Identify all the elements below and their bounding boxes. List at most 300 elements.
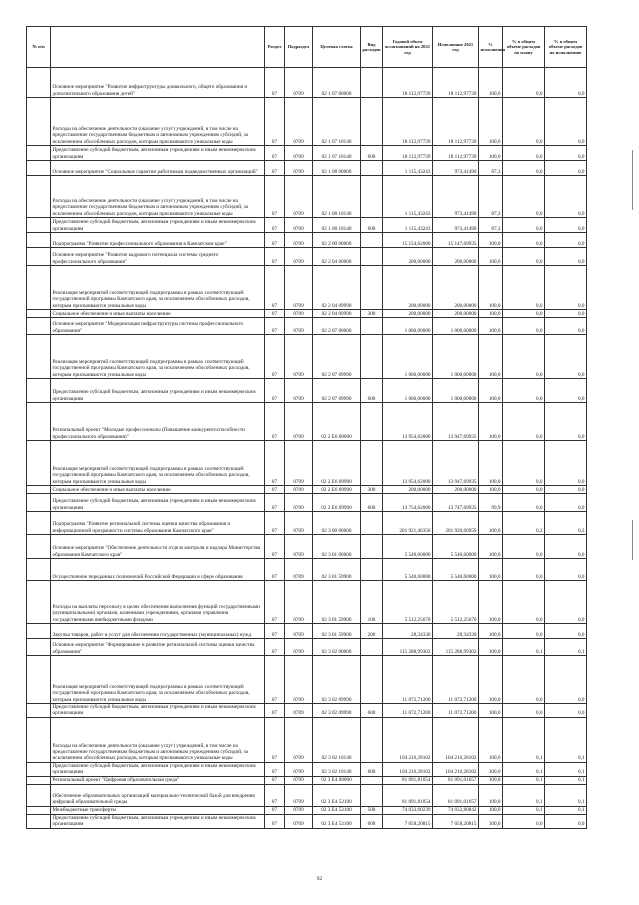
row-percent: 87,3	[479, 176, 503, 218]
row-tselevaya-statya: 02 2 E6 09990	[313, 441, 361, 486]
row-number	[27, 176, 51, 218]
row-percent-plan: 0,0	[503, 494, 545, 512]
row-number	[27, 581, 51, 624]
row-number	[27, 624, 51, 639]
row-number	[27, 512, 51, 535]
row-vid-raskhodov	[361, 266, 383, 310]
row-name: Основное мероприятие "Развитие инфраструктуры дошкольного, общего образования и дополнительного образования детей"	[51, 68, 265, 98]
row-razdel: 07	[265, 704, 285, 718]
row-razdel: 07	[265, 233, 285, 248]
row-vid-raskhodov	[361, 776, 383, 784]
row-razdel: 07	[265, 161, 285, 176]
row-vid-raskhodov: 600	[361, 762, 383, 776]
row-ispolnenie-amount: 1 000,00000	[433, 379, 479, 403]
row-vid-raskhodov: 300	[361, 486, 383, 494]
row-ispolnenie-amount: 200,00000	[433, 310, 479, 318]
row-percent-plan: 0,0	[503, 248, 545, 266]
row-number	[27, 776, 51, 784]
row-podrazdel: 0709	[285, 486, 313, 494]
row-vid-raskhodov: 600	[361, 814, 383, 828]
row-razdel: 07	[265, 717, 285, 762]
row-plan-amount: 200,00000	[383, 266, 433, 310]
row-ispolnenie-amount: 13 747,69935	[433, 494, 479, 512]
row-tselevaya-statya: 02 1 08 10140	[313, 176, 361, 218]
row-vid-raskhodov: 600	[361, 704, 383, 718]
row-number	[27, 218, 51, 233]
table-row	[27, 784, 587, 806]
row-podrazdel: 0709	[285, 535, 313, 559]
row-plan-amount: 1 115,43243	[383, 176, 433, 218]
row-podrazdel: 0709	[285, 639, 313, 656]
row-vid-raskhodov	[361, 784, 383, 806]
row-ispolnenie-amount: 1 000,00000	[433, 335, 479, 379]
row-plan-amount: 74 033,60239	[383, 806, 433, 814]
row-plan-amount: 1 000,00000	[383, 379, 433, 403]
header-percent: % исполнения	[479, 27, 503, 68]
table-row	[27, 535, 587, 559]
row-percent: 100,0	[479, 656, 503, 704]
row-name: Расходы на выплаты персоналу в целях обеспечения выполнения функций государственными (муниципальными) органами, казенными учреждениями, органами управления государственными внебюджетными фондами	[51, 581, 265, 624]
row-razdel: 07	[265, 335, 285, 379]
row-podrazdel: 0709	[285, 814, 313, 828]
row-name: Основное мероприятие "Обеспечение деятельности отдела контроля и надзора Министерства образования Камчатского края"	[51, 535, 265, 559]
row-vid-raskhodov	[361, 233, 383, 248]
row-vid-raskhodov	[361, 403, 383, 441]
row-razdel: 07	[265, 318, 285, 335]
table-row	[27, 403, 587, 441]
row-razdel: 07	[265, 535, 285, 559]
row-percent: 100,0	[479, 379, 503, 403]
table-row	[27, 318, 587, 335]
row-tselevaya-statya: 02 3 02 10140	[313, 762, 361, 776]
header-num: № п/п	[27, 27, 51, 68]
row-number	[27, 68, 51, 98]
row-percent-ispolnenie: 0,0	[545, 248, 587, 266]
row-podrazdel: 0709	[285, 581, 313, 624]
row-podrazdel: 0709	[285, 624, 313, 639]
row-percent: 100,0	[479, 717, 503, 762]
row-percent: 100,0	[479, 512, 503, 535]
row-podrazdel: 0709	[285, 98, 313, 146]
header-podrazdel: Подраздел	[285, 27, 313, 68]
row-razdel: 07	[265, 176, 285, 218]
row-percent-plan: 0,0	[503, 266, 545, 310]
row-number	[27, 248, 51, 266]
row-razdel: 07	[265, 639, 285, 656]
row-percent: 100,0	[479, 762, 503, 776]
row-tselevaya-statya: 02 3 01 59900	[313, 559, 361, 581]
row-name: Реализация мероприятий соответствующей подпрограммы в рамках соответствующей государственной программы Камчатского края, за исключением обособленных расходов, которым присваиваются уникальные коды	[51, 266, 265, 310]
header-razdel: Раздел	[265, 27, 285, 68]
row-number	[27, 161, 51, 176]
row-plan-amount: 13 954,62000	[383, 403, 433, 441]
row-percent: 100,0	[479, 403, 503, 441]
table-row	[27, 98, 587, 146]
row-tselevaya-statya: 02 3 01 59900	[313, 581, 361, 624]
row-podrazdel: 0709	[285, 379, 313, 403]
row-name: Обеспечение образовательных организаций материально-технической базой для внедрения цифровой образовательной среды	[51, 784, 265, 806]
row-number	[27, 559, 51, 581]
row-percent: 100,0	[479, 581, 503, 624]
table-row	[27, 814, 587, 828]
row-ispolnenie-amount: 11 072,71200	[433, 704, 479, 718]
table-row	[27, 335, 587, 379]
row-percent: 99,9	[479, 494, 503, 512]
row-plan-amount: 1 000,00000	[383, 335, 433, 379]
row-percent-ispolnenie: 0,0	[545, 310, 587, 318]
row-percent: 100,0	[479, 486, 503, 494]
row-tselevaya-statya: 02 3 02 09990	[313, 656, 361, 704]
row-ispolnenie-amount: 973,41490	[433, 176, 479, 218]
row-podrazdel: 0709	[285, 266, 313, 310]
row-percent-plan: 0,0	[503, 318, 545, 335]
row-tselevaya-statya: 02 1 07 00000	[313, 68, 361, 98]
row-tselevaya-statya: 02 3 E4 52100	[313, 814, 361, 828]
row-plan-amount: 7 058,20815	[383, 814, 433, 828]
row-number	[27, 535, 51, 559]
row-ispolnenie-amount: 7 058,20815	[433, 814, 479, 828]
row-vid-raskhodov	[361, 717, 383, 762]
row-tselevaya-statya: 02 1 08 00000	[313, 161, 361, 176]
row-razdel: 07	[265, 581, 285, 624]
row-tselevaya-statya: 02 2 04 09990	[313, 266, 361, 310]
row-percent-plan: 0,0	[503, 68, 545, 98]
row-plan-amount: 1 115,43243	[383, 218, 433, 233]
row-ispolnenie-amount: 200,00000	[433, 486, 479, 494]
row-percent-ispolnenie: 0,1	[545, 639, 587, 656]
table-row	[27, 161, 587, 176]
row-podrazdel: 0709	[285, 559, 313, 581]
row-vid-raskhodov	[361, 176, 383, 218]
header-ispolnenie: Исполнение 2021 год	[433, 27, 479, 68]
row-vid-raskhodov	[361, 318, 383, 335]
row-name: Реализация мероприятий соответствующей подпрограммы в рамках соответствующей государственной программы Камчатского края, за исключением обособленных расходов, которым присваиваются уникальные коды	[51, 335, 265, 379]
row-razdel: 07	[265, 486, 285, 494]
row-podrazdel: 0709	[285, 233, 313, 248]
row-podrazdel: 0709	[285, 806, 313, 814]
row-number	[27, 717, 51, 762]
row-razdel: 07	[265, 98, 285, 146]
row-vid-raskhodov	[361, 656, 383, 704]
row-razdel: 07	[265, 494, 285, 512]
row-name: Расходы на обеспечение деятельности (оказание услуг) учреждений, в том числе на предоставление государственным бюджетным и автономным учреждениям субсидий, за исключением обособленных расходов, которым присваиваются уникальные коды	[51, 717, 265, 762]
row-plan-amount: 15 154,62000	[383, 233, 433, 248]
row-vid-raskhodov: 200	[361, 624, 383, 639]
row-ispolnenie-amount: 28,34330	[433, 624, 479, 639]
row-percent-ispolnenie: 0,0	[545, 656, 587, 704]
row-percent-ispolnenie: 0,0	[545, 218, 587, 233]
row-name: Предоставление субсидий бюджетным, автономным учреждениям и иным некоммерческим организациям	[51, 146, 265, 161]
table-row	[27, 639, 587, 656]
row-name: Основное мероприятие "Развитие кадрового потенциала системы среднего профессионального образования"	[51, 248, 265, 266]
row-ispolnenie-amount: 5 540,60000	[433, 535, 479, 559]
row-razdel: 07	[265, 559, 285, 581]
row-razdel: 07	[265, 776, 285, 784]
row-percent-plan: 0,0	[503, 535, 545, 559]
row-name: Подпрограмма "Развитие профессионального образования в Камчатском крае"	[51, 233, 265, 248]
row-razdel: 07	[265, 814, 285, 828]
row-percent-ispolnenie: 0,2	[545, 512, 587, 535]
row-percent-plan: 0,1	[503, 762, 545, 776]
row-percent: 100,0	[479, 535, 503, 559]
row-percent-plan: 0,0	[503, 310, 545, 318]
row-name: Региональный проект "Молодые профессионалы (Повышение конкурентоспособности профессионального образования)"	[51, 403, 265, 441]
row-vid-raskhodov: 500	[361, 806, 383, 814]
row-percent-ispolnenie: 0,0	[545, 98, 587, 146]
row-razdel: 07	[265, 146, 285, 161]
row-percent-ispolnenie: 0,0	[545, 814, 587, 828]
row-name: Основное мероприятие "Модернизация инфраструктуры системы профессионального образования"	[51, 318, 265, 335]
row-vid-raskhodov: 600	[361, 494, 383, 512]
row-number	[27, 494, 51, 512]
row-percent: 100,0	[479, 310, 503, 318]
row-ispolnenie-amount: 74 032,80842	[433, 806, 479, 814]
row-percent: 100,0	[479, 624, 503, 639]
row-plan-amount: 1 115,43243	[383, 161, 433, 176]
table-row	[27, 559, 587, 581]
row-number	[27, 310, 51, 318]
row-number	[27, 486, 51, 494]
row-percent-plan: 0,1	[503, 784, 545, 806]
row-podrazdel: 0709	[285, 335, 313, 379]
header-vid-raskhodov: Вид расходов	[361, 27, 383, 68]
row-ispolnenie-amount: 18 112,97739	[433, 146, 479, 161]
row-number	[27, 233, 51, 248]
row-plan-amount: 11 072,71200	[383, 656, 433, 704]
table-row	[27, 776, 587, 784]
row-percent: 100,0	[479, 248, 503, 266]
row-number	[27, 814, 51, 828]
row-razdel: 07	[265, 441, 285, 486]
row-name: Реализация мероприятий соответствующей подпрограммы в рамках соответствующей государственной программы Камчатского края, за исключением обособленных расходов, которым присваиваются уникальные коды	[51, 441, 265, 486]
row-tselevaya-statya: 02 3 02 00000	[313, 639, 361, 656]
row-name: Предоставление субсидий бюджетным, автономным учреждениям и иным некоммерческим организациям	[51, 379, 265, 403]
table-row	[27, 806, 587, 814]
row-percent: 100,0	[479, 98, 503, 146]
row-tselevaya-statya: 02 2 07 09990	[313, 335, 361, 379]
row-name: Расходы на обеспечение деятельности (оказание услуг) учреждений, в том числе на предоставление государственным бюджетным и автономным учреждениям субсидий, за исключением обособленных расходов, которым присваиваются уникальные коды	[51, 176, 265, 218]
table-row	[27, 248, 587, 266]
row-number	[27, 146, 51, 161]
row-tselevaya-statya: 02 3 02 10140	[313, 717, 361, 762]
row-percent: 100,0	[479, 704, 503, 718]
row-vid-raskhodov	[361, 441, 383, 486]
row-ispolnenie-amount: 973,41490	[433, 218, 479, 233]
row-plan-amount: 5 540,60000	[383, 535, 433, 559]
row-percent-plan: 0,0	[503, 581, 545, 624]
table-row	[27, 624, 587, 639]
row-podrazdel: 0709	[285, 784, 313, 806]
row-plan-amount: 115 288,99302	[383, 639, 433, 656]
row-tselevaya-statya: 02 3 E4 52100	[313, 806, 361, 814]
row-percent-ispolnenie: 0,0	[545, 581, 587, 624]
row-ispolnenie-amount: 973,41490	[433, 161, 479, 176]
row-percent: 100,0	[479, 776, 503, 784]
row-vid-raskhodov	[361, 512, 383, 535]
row-number	[27, 266, 51, 310]
row-percent-ispolnenie: 0,0	[545, 68, 587, 98]
row-ispolnenie-amount: 200,00000	[433, 266, 479, 310]
row-percent-plan: 0,0	[503, 335, 545, 379]
row-percent-ispolnenie: 0,1	[545, 784, 587, 806]
row-percent-plan: 0,1	[503, 776, 545, 784]
row-plan-amount: 13 954,62000	[383, 441, 433, 486]
row-percent: 100,0	[479, 806, 503, 814]
row-percent-plan: 0,0	[503, 441, 545, 486]
row-vid-raskhodov	[361, 535, 383, 559]
row-podrazdel: 0709	[285, 161, 313, 176]
row-percent: 100,0	[479, 559, 503, 581]
row-plan-amount: 5 512,25670	[383, 581, 433, 624]
row-percent-plan: 0,0	[503, 176, 545, 218]
row-podrazdel: 0709	[285, 176, 313, 218]
row-number	[27, 403, 51, 441]
row-podrazdel: 0709	[285, 146, 313, 161]
row-vid-raskhodov	[361, 68, 383, 98]
row-tselevaya-statya: 02 2 04 09990	[313, 310, 361, 318]
row-podrazdel: 0709	[285, 403, 313, 441]
row-vid-raskhodov	[361, 248, 383, 266]
table-row	[27, 146, 587, 161]
header-row	[27, 27, 587, 68]
row-percent-ispolnenie: 0,0	[545, 379, 587, 403]
row-number	[27, 335, 51, 379]
row-number	[27, 656, 51, 704]
row-percent-plan: 0,0	[503, 486, 545, 494]
row-vid-raskhodov	[361, 639, 383, 656]
table-row	[27, 266, 587, 310]
table-row	[27, 704, 587, 718]
row-percent-plan: 0,0	[503, 233, 545, 248]
row-number	[27, 441, 51, 486]
row-percent: 100,0	[479, 146, 503, 161]
row-tselevaya-statya: 02 3 01 00000	[313, 535, 361, 559]
row-plan-amount: 18 112,97739	[383, 68, 433, 98]
row-percent-ispolnenie: 0,0	[545, 146, 587, 161]
row-name: Подпрограмма "Развитие региональной системы оценки качества образования и информационной прозрачности системы образования Камчатского края"	[51, 512, 265, 535]
row-percent: 100,0	[479, 335, 503, 379]
row-percent-plan: 0,0	[503, 379, 545, 403]
row-name: Межбюджетные трансферты	[51, 806, 265, 814]
header-tselevaya-statya: Целевая статья	[313, 27, 361, 68]
row-percent-ispolnenie: 0,0	[545, 233, 587, 248]
budget-table	[26, 26, 587, 829]
row-tselevaya-statya: 02 2 00 00000	[313, 233, 361, 248]
scan-edge-mark	[632, 150, 633, 210]
row-name: Социальное обеспечение и иные выплаты населению	[51, 310, 265, 318]
row-plan-amount: 1 000,00000	[383, 318, 433, 335]
row-podrazdel: 0709	[285, 656, 313, 704]
row-tselevaya-statya: 02 2 E6 09990	[313, 494, 361, 512]
row-tselevaya-statya: 02 2 E6 00000	[313, 403, 361, 441]
row-razdel: 07	[265, 656, 285, 704]
row-percent: 100,0	[479, 814, 503, 828]
row-plan-amount: 201 921,46356	[383, 512, 433, 535]
row-name: Социальное обеспечение и иные выплаты населению	[51, 486, 265, 494]
row-percent-plan: 0,2	[503, 512, 545, 535]
row-percent-ispolnenie: 0,0	[545, 624, 587, 639]
table-row	[27, 656, 587, 704]
row-number	[27, 98, 51, 146]
row-podrazdel: 0709	[285, 248, 313, 266]
row-name: Осуществление переданных полномочий Российской Федерации в сфере образования	[51, 559, 265, 581]
row-number	[27, 639, 51, 656]
row-percent-ispolnenie: 0,0	[545, 403, 587, 441]
row-percent-ispolnenie: 0,0	[545, 176, 587, 218]
row-ispolnenie-amount: 104 216,28102	[433, 762, 479, 776]
row-ispolnenie-amount: 1 000,00000	[433, 318, 479, 335]
row-razdel: 07	[265, 379, 285, 403]
row-tselevaya-statya: 02 3 01 59900	[313, 624, 361, 639]
table-row	[27, 310, 587, 318]
row-percent-ispolnenie: 0,0	[545, 335, 587, 379]
row-name: Основное мероприятие "Формирование и развитие региональной системы оценки качества образования"	[51, 639, 265, 656]
row-plan-amount: 81 091,81054	[383, 784, 433, 806]
row-ispolnenie-amount: 11 072,71200	[433, 656, 479, 704]
row-number	[27, 784, 51, 806]
row-vid-raskhodov	[361, 161, 383, 176]
row-vid-raskhodov	[361, 335, 383, 379]
row-tselevaya-statya: 02 3 E4 52100	[313, 784, 361, 806]
row-number	[27, 762, 51, 776]
row-percent-plan: 0,1	[503, 639, 545, 656]
row-ispolnenie-amount: 81 091,01657	[433, 784, 479, 806]
row-razdel: 07	[265, 310, 285, 318]
row-tselevaya-statya: 02 2 04 00000	[313, 248, 361, 266]
row-percent: 100,0	[479, 784, 503, 806]
row-plan-amount: 18 112,97739	[383, 146, 433, 161]
row-ispolnenie-amount: 81 091,01657	[433, 776, 479, 784]
row-percent-ispolnenie: 0,1	[545, 776, 587, 784]
row-percent: 87,3	[479, 161, 503, 176]
row-ispolnenie-amount: 115 288,99302	[433, 639, 479, 656]
row-percent-plan: 0,0	[503, 704, 545, 718]
row-podrazdel: 0709	[285, 512, 313, 535]
table-row	[27, 379, 587, 403]
header-name	[51, 27, 265, 68]
row-tselevaya-statya: 02 3 E4 00000	[313, 776, 361, 784]
row-razdel: 07	[265, 784, 285, 806]
row-tselevaya-statya: 02 2 07 00000	[313, 318, 361, 335]
row-plan-amount: 18 112,97739	[383, 98, 433, 146]
row-podrazdel: 0709	[285, 762, 313, 776]
row-percent-plan: 0,0	[503, 98, 545, 146]
row-number	[27, 379, 51, 403]
row-razdel: 07	[265, 762, 285, 776]
row-percent-ispolnenie: 0,1	[545, 762, 587, 776]
row-percent-plan: 0,1	[503, 717, 545, 762]
row-percent: 100,0	[479, 441, 503, 486]
row-number	[27, 806, 51, 814]
row-ispolnenie-amount: 18 112,97739	[433, 98, 479, 146]
header-percent-plan: % в общем объеме расходов по плану	[503, 27, 545, 68]
row-percent-plan: 0,0	[503, 656, 545, 704]
table-row	[27, 218, 587, 233]
table-row	[27, 762, 587, 776]
row-plan-amount: 104 216,28102	[383, 717, 433, 762]
row-plan-amount: 81 091,81054	[383, 776, 433, 784]
row-ispolnenie-amount: 18 112,97739	[433, 68, 479, 98]
row-percent-plan: 0,1	[503, 806, 545, 814]
scan-edge-mark	[632, 520, 633, 560]
row-vid-raskhodov	[361, 559, 383, 581]
row-percent: 100,0	[479, 68, 503, 98]
row-podrazdel: 0709	[285, 318, 313, 335]
row-percent-plan: 0,0	[503, 403, 545, 441]
row-podrazdel: 0709	[285, 218, 313, 233]
row-name: Предоставление субсидий бюджетным, автономным учреждениям и иным некоммерческим организациям	[51, 814, 265, 828]
row-name: Закупка товаров, работ и услуг для обеспечения государственных (муниципальных) нужд	[51, 624, 265, 639]
